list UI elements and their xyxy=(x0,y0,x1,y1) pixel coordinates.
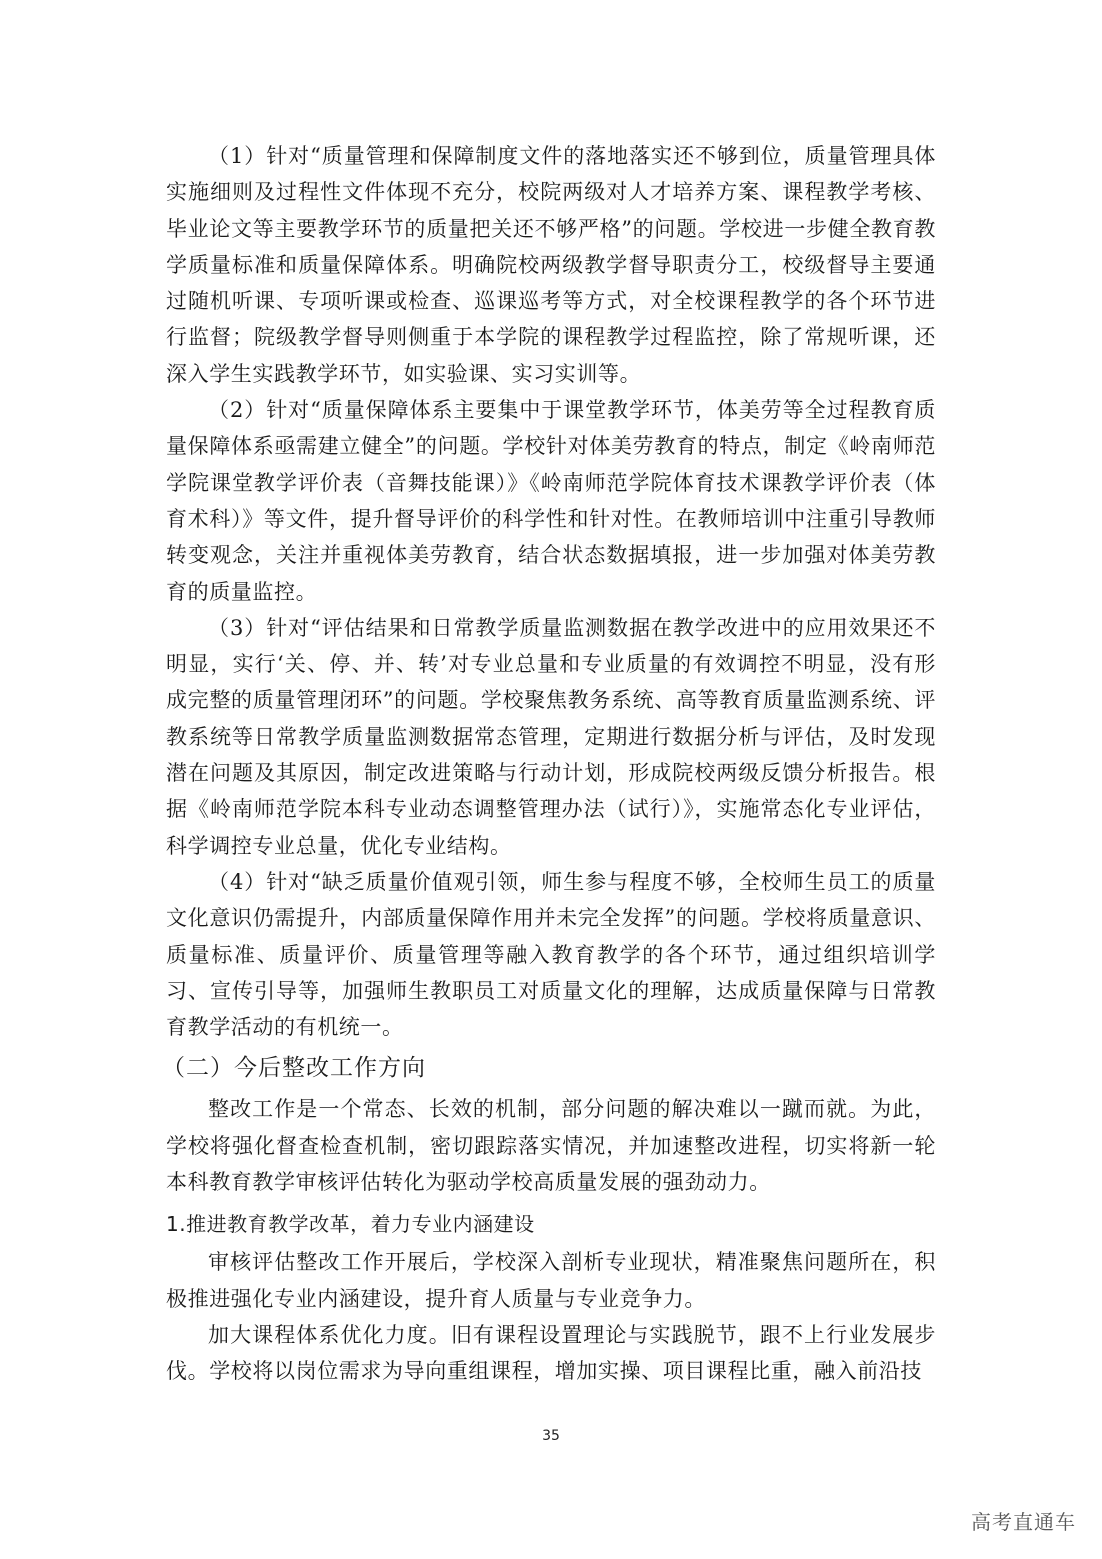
section-title: （二）今后整改工作方向 xyxy=(162,1055,426,1082)
document-body xyxy=(162,138,936,1390)
page-number: 35 xyxy=(542,1428,560,1444)
paragraph-2: （2）针对“质量保障体系主要集中于课堂教学环节，体美劳等全过程教育质量保障体系亟需建立健全”的问题。学校针对体美劳教育的特点，制定《岭南师范学院课堂教学评价表（音舞技能课）》《岭南师范学院体育技术课教学评价表（体育术科）》等文件，提升督导评价的科学性和针对性。在教师培训中注重引导教师转变观念，关注并重视体美劳教育，结合状态数据填报，进一步加强对体美劳教育的质量监控。 xyxy=(166,398,936,604)
paragraph-4: （4）针对“缺乏质量价值观引领，师生参与程度不够，全校师生员工的质量文化意识仍需提升，内部质量保障作用并未完全发挥”的问题。学校将质量意识、质量标准、质量评价、质量管理等融入教育教学的各个环节，通过组织培训学习、宣传引导等，加强师生教职员工对质量文化的理解，达成质量保障与日常教育教学活动的有机统一。 xyxy=(166,869,936,1040)
subsection-title: 1.推进教育教学改革，着力专业内涵建设 xyxy=(166,1212,535,1237)
watermark-text: 高考直通车 xyxy=(971,1510,1076,1534)
paragraph-1: （1）针对“质量管理和保障制度文件的落地落实还不够到位，质量管理具体实施细则及过程性文件体现不充分，校院两级对人才培养方案、课程教学考核、毕业论文等主要教学环节的质量把关还不够严格”的问题。学校进一步健全教育教学质量标准和质量保障体系。明确院校两级教学督导职责分工，校级督导主要通过随机听课、专项听课或检查、巡课巡考等方式，对全校课程教学的各个环节进行监督；院级教学督导则侧重于本学院的课程教学过程监控，除了常规听课，还深入学生实践教学环节，如实验课、实习实训等。 xyxy=(166,144,936,386)
paragraph-6: 加大课程体系优化力度。旧有课程设置理论与实践脱节，跟不上行业发展步伐。学校将以岗位需求为导向重组课程，增加实操、项目课程比重，融入前沿技 xyxy=(166,1322,936,1384)
paragraph-3: （3）针对“评估结果和日常教学质量监测数据在教学改进中的应用效果还不明显，实行‘关、停、并、转’对专业总量和专业质量的有效调控不明显，没有形成完整的质量管理闭环”的问题。学校聚焦教务系统、高等教育质量监测系统、评教系统等日常教学质量监测数据常态管理，定期进行数据分析与评估，及时发现潜在问题及其原因，制定改进策略与行动计划，形成院校两级反馈分析报告。根据《岭南师范学院本科专业动态调整管理办法（试行）》，实施常态化专业评估，科学调控专业总量，优化专业结构。 xyxy=(166,615,936,858)
paragraph-5: 审核评估整改工作开展后，学校深入剖析专业现状，精准聚焦问题所在，积极推进强化专业内涵建设，提升育人质量与专业竞争力。 xyxy=(166,1250,936,1311)
section-intro-paragraph: 整改工作是一个常态、长效的机制，部分问题的解决难以一蹴而就。为此，学校将强化督查检查机制，密切跟踪落实情况，并加速整改进程，切实将新一轮本科教育教学审核评估转化为驱动学校高质量发展的强劲动力。 xyxy=(166,1097,936,1195)
